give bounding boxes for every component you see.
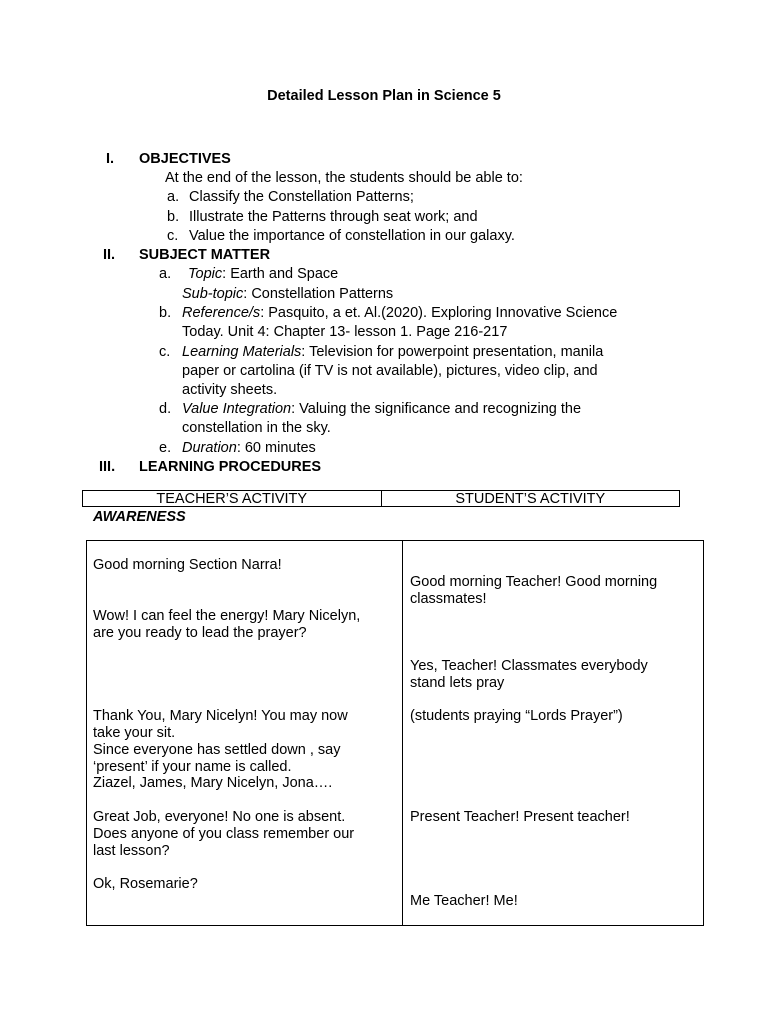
student-activity-header: STUDENT’S ACTIVITY <box>381 491 680 506</box>
objective-letter: a. <box>167 189 180 205</box>
objectives-numeral: I. <box>106 151 115 167</box>
materials-label: Learning Materials <box>182 344 302 360</box>
duration-line <box>182 439 316 458</box>
reference-line <box>182 304 617 323</box>
value-integration-continued: constellation in the sky. <box>182 420 331 436</box>
objective-item: Classify the Constellation Patterns; <box>189 189 414 205</box>
teacher-line: Thank You, Mary Nicelyn! You may now <box>93 708 348 724</box>
value-integration-label: Value Integration <box>182 401 292 417</box>
subject-letter: b. <box>159 305 172 321</box>
duration-value: : 60 minutes <box>236 440 316 456</box>
subtopic-label: Sub-topic <box>182 286 244 302</box>
objective-letter: c. <box>167 228 179 244</box>
teacher-activity-header: TEACHER’S ACTIVITY <box>156 491 308 507</box>
awareness-heading: AWARENESS <box>93 509 186 525</box>
table-column-divider <box>402 540 403 926</box>
objective-item: Illustrate the Patterns through seat work; and <box>189 209 478 225</box>
teacher-line: Since everyone has settled down , say <box>93 742 341 758</box>
reference-continued: Today. Unit 4: Chapter 13- lesson 1. Page 216-217 <box>182 324 508 340</box>
objectives-intro: At the end of the lesson, the students should be able to: <box>165 170 523 186</box>
topic-label: Topic <box>188 266 223 282</box>
activity-table <box>86 540 704 926</box>
student-line: classmates! <box>410 591 487 607</box>
materials-line <box>182 343 603 362</box>
teacher-line: Ziazel, James, Mary Nicelyn, Jona…. <box>93 775 333 791</box>
teacher-line: Ok, Rosemarie? <box>93 876 198 892</box>
teacher-line: Great Job, everyone! No one is absent. <box>93 809 346 825</box>
student-line: Me Teacher! Me! <box>410 893 518 909</box>
teacher-line: last lesson? <box>93 843 170 859</box>
teacher-line: Does anyone of you class remember our <box>93 826 355 842</box>
topic-value: : Earth and Space <box>222 266 339 282</box>
subtopic-line <box>182 285 393 304</box>
student-line: Good morning Teacher! Good morning <box>410 574 658 590</box>
teacher-line: take your sit. <box>93 725 176 741</box>
materials-continued: paper or cartolina (if TV is not available), pictures, video clip, and <box>182 363 598 379</box>
objective-item: Value the importance of constellation in our galaxy. <box>189 228 515 244</box>
procedures-heading: LEARNING PROCEDURES <box>139 459 322 475</box>
objective-letter: b. <box>167 209 180 225</box>
subject-letter: a. <box>159 266 172 282</box>
value-integration-line <box>182 400 581 419</box>
value-integration-value: : Valuing the significance and recognizing the <box>291 401 582 417</box>
student-line: stand lets pray <box>410 675 505 691</box>
subtopic-value: : Constellation Patterns <box>243 286 394 302</box>
teacher-line: are you ready to lead the prayer? <box>93 625 307 641</box>
reference-value: : Pasquito, a et. Al.(2020). Exploring Innovative Science <box>260 305 618 321</box>
subject-matter-heading: SUBJECT MATTER <box>139 247 271 263</box>
materials-value: : Television for powerpoint presentation, manila <box>301 344 604 360</box>
teacher-line: Good morning Section Narra! <box>93 557 282 573</box>
materials-continued: activity sheets. <box>182 382 278 398</box>
subject-matter-numeral: II. <box>103 247 116 263</box>
objectives-heading: OBJECTIVES <box>139 151 231 167</box>
duration-label: Duration <box>182 440 237 456</box>
subject-letter: c. <box>159 344 171 360</box>
reference-label: Reference/s <box>182 305 261 321</box>
activity-header-table <box>82 490 680 507</box>
procedures-numeral: III. <box>99 459 116 475</box>
student-line: (students praying “Lords Prayer”) <box>410 708 623 724</box>
student-line: Present Teacher! Present teacher! <box>410 809 630 825</box>
subject-letter: e. <box>159 440 172 456</box>
topic-line <box>188 265 338 284</box>
page-title: Detailed Lesson Plan in Science 5 <box>267 88 501 104</box>
subject-letter: d. <box>159 401 172 417</box>
student-line: Yes, Teacher! Classmates everybody <box>410 658 648 674</box>
teacher-line: ‘present’ if your name is called. <box>93 759 292 775</box>
teacher-line: Wow! I can feel the energy! Mary Nicelyn, <box>93 608 361 624</box>
